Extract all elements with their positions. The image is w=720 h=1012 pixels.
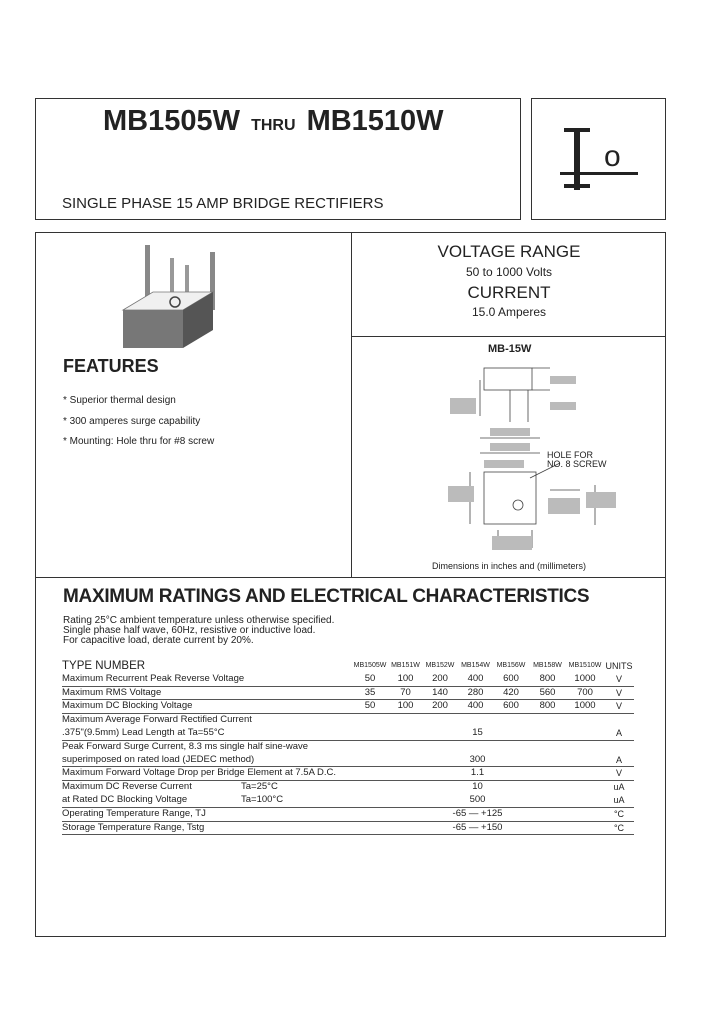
cell-value: 15 [351,727,604,740]
svg-text:o: o [604,140,621,173]
units-header: UNITS [605,661,633,671]
unit-cell [604,714,634,727]
row-label: at Rated DC Blocking Voltage [62,794,351,807]
cell-value: 200 [422,673,458,686]
cell-value: 10 [472,781,483,793]
part-from: MB1505W [103,105,240,137]
cell-value: 700 [566,686,604,700]
cell-value: 600 [493,673,529,686]
row-label: Maximum Forward Voltage Drop per Bridge Element at 7.5A D.C. [62,767,351,781]
cell-value: 1000 [566,700,604,714]
row-label: Maximum RMS Voltage [62,686,351,700]
unit-cell: uA [604,794,634,807]
unit-cell: V [604,686,634,700]
feature-item: * 300 amperes surge capability [63,416,201,427]
cell-value: 280 [458,686,493,700]
unit-cell: °C [604,807,634,821]
cell-value: 800 [529,673,566,686]
table-row [62,727,634,740]
subtitle: SINGLE PHASE 15 AMP BRIDGE RECTIFIERS [62,195,384,212]
cell-value: 600 [493,700,529,714]
column-header: MB1505W [353,662,387,669]
cell-value: 420 [493,686,529,700]
column-header: MB154W [461,662,490,669]
row-label: Operating Temperature Range, TJ [62,807,351,821]
row-label: Maximum DC Reverse Current [62,781,192,793]
rating-note: For capacitive load, derate current by 20%. [63,635,254,646]
unit-cell: uA [613,782,625,793]
horizontal-divider [35,577,666,578]
cell-value: 50 [351,673,389,686]
column-header: MB156W [496,662,526,669]
row-label: superimposed on rated load (JEDEC method) [62,754,351,767]
cell-value: 400 [458,700,493,714]
cell-value: 300 [351,754,604,767]
table-row [62,794,634,807]
cell-value: 500 [351,794,604,807]
rating-note: Single phase half wave, 60Hz, resistive or inductive load. [63,625,316,636]
unit-cell: °C [604,821,634,835]
row-label: Storage Temperature Range, Tstg [62,821,351,835]
table-row [62,807,634,821]
logo [560,120,640,200]
cell-value: 400 [458,673,493,686]
thru-label: THRU [251,117,296,134]
table-row [62,740,634,753]
voltage-range-value: 50 to 1000 Volts [465,265,553,279]
column-header: MB1510W [568,662,602,669]
max-ratings-heading: MAXIMUM RATINGS AND ELECTRICAL CHARACTERISTICS [63,586,590,607]
feature-item: * Mounting: Hole thru for #8 screw [63,436,215,447]
table-row [62,821,634,835]
row-label: Peak Forward Surge Current, 8.3 ms single half sine-wave [62,740,309,752]
package-label: MB-15W [488,343,532,355]
column-header: MB152W [425,662,455,669]
hole-label [547,451,607,469]
features-heading: FEATURES [63,356,159,376]
unit-cell: V [604,700,634,714]
cell-value: 1.1 [351,767,604,781]
type-number-header: TYPE NUMBER [62,660,146,672]
cell-value: 800 [529,700,566,714]
cell-value: 1000 [566,673,604,686]
unit-cell: A [604,754,634,767]
cell-value: 100 [389,673,422,686]
table-row [62,767,634,781]
feature-item: * Superior thermal design [63,395,176,406]
table-row [62,714,634,727]
cell-value [351,714,604,727]
voltage-range-heading: VOLTAGE RANGE [437,242,581,261]
unit-cell [604,740,634,753]
cell-value: 35 [351,686,389,700]
current-value: 15.0 Amperes [471,305,547,319]
condition-text: Ta=25°C [241,781,278,793]
cell-value: 140 [422,686,458,700]
cell-value: 560 [529,686,566,700]
part-to: MB1510W [306,105,444,137]
hole-label-line-1: HOLE FOR [547,450,594,460]
table-row [62,700,634,714]
unit-cell: A [604,727,634,740]
row-label: Maximum Recurrent Peak Reverse Voltage [62,673,351,686]
table-row [62,781,634,794]
row-label: Maximum DC Blocking Voltage [62,700,351,714]
right-divider [351,336,666,337]
unit-cell: V [604,767,634,781]
unit-cell: V [604,673,634,686]
package-image [115,240,225,352]
cell-value: 50 [351,700,389,714]
current-heading: CURRENT [467,283,551,302]
cell-value: 70 [389,686,422,700]
cell-value: -65 — +125 [351,807,604,821]
table-header-row [62,660,634,673]
condition-text: Ta=100°C [241,793,284,805]
cell-value: 100 [389,700,422,714]
characteristics-table [62,660,634,835]
table-row [62,686,634,700]
cell-value: -65 — +150 [351,821,604,835]
table-row [62,754,634,767]
hole-label-line-2: NO. 8 SCREW [547,459,607,469]
page-title [103,105,444,138]
column-header: MB158W [533,662,562,669]
row-label: Maximum Average Forward Rectified Current [62,714,252,726]
rating-note: Rating 25°C ambient temperature unless otherwise specified. [63,615,335,626]
dimension-drawing [440,360,640,560]
column-header: MB151W [391,662,420,669]
cell-value: 200 [422,700,458,714]
dimension-note: Dimensions in inches and (millimeters) [431,561,587,571]
cell-value [351,740,604,753]
row-label: .375"(9.5mm) Lead Length at Ta=55°C [62,727,351,740]
table-row [62,673,634,686]
